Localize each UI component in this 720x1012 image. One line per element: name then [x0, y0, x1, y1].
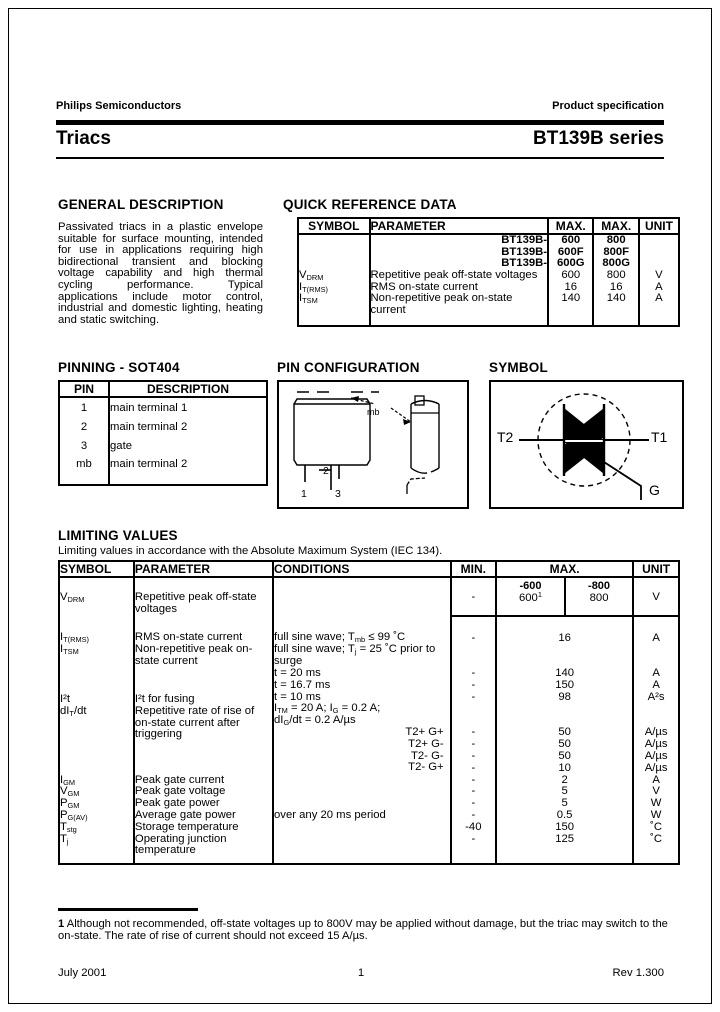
lv-parameter-gate-block: [134, 775, 273, 865]
lv-unit-q2: A/µs: [644, 738, 668, 751]
lv-quadrant-2: T2+ G-: [408, 737, 444, 750]
title-rule: [56, 157, 664, 159]
qref-symbol-itrms: $I_{T(RMS)}$: [299, 280, 329, 294]
pinning-table: [58, 380, 268, 486]
lv-max-pgav: 0.5: [556, 808, 573, 821]
qref-max2-itrms: 16: [593, 282, 638, 294]
lv-max-q2: 50: [558, 738, 571, 751]
lv-symbol-vdrm: $V_{DRM}$: [60, 591, 85, 604]
quick-reference-heading: QUICK REFERENCE DATA: [283, 197, 457, 212]
lv-max-q1: 50: [558, 726, 571, 739]
pinning-desc-3: gate: [109, 434, 267, 453]
lv-max-q3: 50: [558, 749, 571, 762]
lv-max-tj: 125: [555, 832, 575, 845]
table-row: [298, 270, 679, 282]
table-row: [59, 644, 679, 668]
quick-reference-table: [297, 217, 680, 327]
lv-max-itsm-spacer: [496, 644, 633, 668]
table-row: [59, 415, 267, 434]
lv-min-t20: -: [471, 666, 476, 679]
pin-configuration-label-mb: mb: [367, 407, 380, 417]
lv-max-800-cell: [565, 577, 633, 616]
lv-unit-tj: ˚C: [650, 832, 663, 845]
lv-unit-gate-block: [633, 775, 679, 865]
qref-type-label-2: BT139B-: [370, 247, 549, 259]
lv-max-vdrm-600: $600^1$: [518, 590, 542, 604]
table-row: [298, 234, 679, 247]
lv-unit-q3: A/µs: [644, 749, 668, 762]
lv-max-sub-600: -600: [519, 580, 542, 592]
lv-symbol-itsm: $I_{TSM}$: [60, 643, 79, 657]
lv-min-itsm-spacer: [451, 644, 496, 668]
qref-max1-itsm: 140: [548, 293, 593, 326]
lv-conditions-times: [273, 668, 451, 775]
document-header: [56, 100, 664, 114]
qref-parameter-itsm: Non-repetitive peak on-state current: [370, 293, 549, 326]
table-header-row: [298, 218, 679, 234]
lv-max-gate-block: [496, 775, 633, 865]
pin-configuration-label-1: 1: [301, 488, 307, 500]
lv-max-q4: 10: [558, 761, 571, 774]
lv-quadrant-4: T2- G+: [408, 761, 444, 774]
lv-min-igm: -: [471, 773, 476, 786]
lv-condition-itm: $I_{TM} = 20$ A; $I_G = 0.2$ A;: [274, 702, 381, 716]
lv-min-pgm: -: [471, 797, 476, 810]
limiting-values-heading: LIMITING VALUES: [58, 528, 178, 543]
footer-page-number: 1: [357, 967, 365, 979]
lv-condition-digdt: $dI_G/dt = 0.2$ A/µs: [274, 714, 356, 728]
series-title: BT139B series: [533, 128, 664, 149]
lv-condition-t20: t = 20 ms: [274, 666, 321, 679]
lv-min-gate-block: [451, 775, 496, 865]
table-row: [59, 434, 267, 453]
qref-col-max2: MAX.: [593, 218, 638, 234]
lv-parameter-pgav: Average gate power: [134, 808, 236, 821]
qref-type-max2-3: 800G: [593, 258, 638, 270]
lv-min-vdrm: -: [451, 577, 496, 616]
pin-configuration-label-2: 2: [323, 465, 329, 477]
lv-unit-t20: A: [652, 666, 660, 679]
table-row: [59, 668, 679, 775]
lv-conditions-itrms: full sine wave; $T_{mb} \le 99$ ˚C: [273, 616, 451, 645]
lv-symbol-pgm: $P_{GM}$: [60, 797, 80, 811]
lv-symbol-tstg: $T_{stg}$: [60, 820, 77, 834]
pin-configuration-heading: PIN CONFIGURATION: [277, 360, 420, 375]
lv-conditions-vdrm: [273, 577, 451, 616]
qref-type-max1-2: 600F: [548, 247, 593, 259]
qref-max2-vdrm: 800: [593, 270, 638, 282]
lv-conditions-pgav: over any 20 ms period: [274, 808, 386, 821]
lv-max-tstg: 150: [555, 820, 575, 833]
lv-min-q2: -: [471, 738, 476, 751]
qref-unit-itrms: A: [639, 282, 679, 294]
lv-col-parameter: PARAMETER: [134, 561, 273, 577]
lv-max-vgm: 5: [561, 785, 568, 798]
symbol-label-t2: T2: [497, 429, 514, 445]
lv-unit-itrms: A: [633, 616, 679, 645]
general-description-body: Passivated triacs in a plastic envelope suitable for surface mounting, intended for use in applications requiring high bidirectional transient and blocking voltage capability and high thermal cycling performance. Typical applications include motor control, industrial and domestic lighting, heating and static switching.: [58, 221, 263, 326]
qref-max2-itsm: 140: [593, 293, 638, 326]
lv-min-q3: -: [471, 749, 476, 762]
product-family-title: Triacs: [56, 128, 111, 149]
header-rule: [56, 120, 664, 125]
lv-parameter-tj: Operating junction temperature: [134, 832, 227, 857]
lv-parameter-didt: Repetitive rate of rise of on-state current after triggering: [134, 704, 255, 741]
lv-symbol-gate-block: [59, 775, 134, 865]
qref-type-label-1: BT139B-: [370, 234, 549, 247]
qref-symbol-vdrm: $V_{DRM}$: [299, 268, 324, 282]
lv-min-pgav: -: [471, 808, 476, 821]
document-type: Product specification: [552, 100, 664, 112]
pinning-col-description: DESCRIPTION: [109, 381, 267, 397]
table-row: [59, 616, 679, 645]
lv-col-max: MAX.: [496, 561, 633, 577]
pinning-col-pin: PIN: [59, 381, 109, 397]
pinning-heading: PINNING - SOT404: [58, 360, 180, 375]
lv-min-tj: -: [471, 832, 476, 845]
lv-max-600-cell: [496, 577, 565, 616]
lv-max-t167: 150: [555, 678, 575, 691]
lv-parameter-i2t-didt: [134, 668, 273, 775]
table-row: [59, 775, 679, 865]
lv-parameter-itrms: RMS on-state current: [134, 616, 273, 645]
lv-parameter-tstg: Storage temperature: [134, 820, 239, 833]
lv-min-tstg: -40: [465, 820, 482, 833]
pinning-pin-2: 2: [80, 420, 88, 433]
lv-unit-q1: A/µs: [644, 726, 668, 739]
lv-quadrant-1: T2+ G+: [405, 725, 444, 738]
lv-unit-t167: A: [652, 678, 660, 691]
lv-min-itrms: -: [451, 616, 496, 645]
general-description-heading: GENERAL DESCRIPTION: [58, 197, 224, 212]
limiting-values-table: [58, 560, 680, 865]
lv-min-block: [451, 668, 496, 775]
lv-max-igm: 2: [561, 773, 568, 786]
lv-max-itrms: 16: [496, 616, 633, 645]
lv-symbol-i2t: [59, 668, 134, 775]
qref-parameter-vdrm: Repetitive peak off-state voltages: [370, 270, 549, 282]
qref-col-unit: UNIT: [639, 218, 679, 234]
lv-parameter-itsm: Non-repetitive peak on-state current: [134, 644, 273, 668]
lv-quadrant-3: T2- G-: [411, 749, 444, 762]
lv-min-q1: -: [471, 726, 476, 739]
lv-unit-t10: A²s: [647, 690, 665, 703]
lv-min-t10: -: [471, 690, 476, 703]
lv-symbol-vgm: $V_{GM}$: [60, 785, 80, 799]
footer-revision: Rev 1.300: [612, 967, 664, 979]
lv-symbol-didt: $dI_T/dt$: [60, 704, 87, 718]
pinning-pin-mb: mb: [76, 458, 92, 471]
qref-max1-vdrm: 600: [548, 270, 593, 282]
lv-condition-t167: t = 16.7 ms: [274, 678, 331, 691]
lv-max-vdrm-800: 800: [589, 592, 609, 604]
lv-parameter-vdrm: Repetitive peak off-state voltages: [134, 577, 273, 616]
qref-unit-itsm: A: [639, 293, 679, 326]
table-row: [59, 452, 267, 485]
qref-col-parameter: PARAMETER: [370, 218, 549, 234]
qref-col-max1: MAX.: [548, 218, 593, 234]
qref-col-symbol: SYMBOL: [298, 218, 370, 234]
pinning-desc-mb: main terminal 2: [109, 452, 267, 485]
footnote-rule: [58, 908, 198, 911]
lv-max-sub-800: -800: [588, 580, 611, 592]
table-header-row: [59, 381, 267, 397]
lv-min-t167: -: [471, 678, 476, 691]
pinning-pin-3: 3: [80, 439, 88, 452]
lv-symbol-igm: $I_{GM}$: [60, 773, 76, 787]
qref-symbol-itsm: $I_{TSM}$: [299, 292, 318, 306]
lv-symbol-i2t-text: I²t: [60, 692, 71, 705]
lv-min-vgm: -: [471, 785, 476, 798]
footnote-marker: 1: [58, 918, 65, 930]
lv-unit-block: [633, 668, 679, 775]
lv-unit-vdrm: V: [633, 577, 679, 616]
company-name: Philips Semiconductors: [56, 100, 182, 112]
lv-parameter-igm: Peak gate current: [134, 773, 225, 786]
lv-conditions-itsm: full sine wave; $T_j = 25$ ˚C prior to surge: [273, 644, 451, 668]
lv-symbol-pgav: $P_{G(AV)}$: [60, 808, 88, 822]
lv-condition-t10: t = 10 ms: [274, 690, 321, 703]
lv-unit-vgm: V: [652, 785, 660, 798]
qref-parameter-itrms: RMS on-state current: [370, 282, 549, 294]
lv-unit-pgav: W: [650, 808, 662, 821]
symbol-label-g: G: [649, 482, 660, 498]
qref-type-max1-3: 600G: [548, 258, 593, 270]
lv-min-q4: -: [471, 761, 476, 774]
footnote-text: Although not recommended, off-state voltages up to 800V may be applied without damage, but the triac may switch to the on-state. The rate of rise of current should not exceed 15 A/µs.: [58, 918, 668, 943]
lv-col-min: MIN.: [451, 561, 496, 577]
lv-col-conditions: CONDITIONS: [273, 561, 451, 577]
lv-unit-igm: A: [652, 773, 660, 786]
lv-parameter-pgm: Peak gate power: [134, 797, 220, 810]
package-outline-drawing: [279, 382, 463, 503]
pin-configuration-diagram: [277, 380, 469, 509]
qref-type-max2-2: 800F: [593, 247, 638, 259]
lv-max-t20: 140: [555, 666, 575, 679]
lv-col-symbol: SYMBOL: [59, 561, 134, 577]
table-row: [59, 577, 679, 616]
pinning-desc-2: main terminal 2: [109, 415, 267, 434]
pinning-desc-1: main terminal 1: [109, 397, 267, 415]
qref-max1-itrms: 16: [548, 282, 593, 294]
qref-type-symbol-spacer: [298, 234, 370, 270]
lv-parameter-vgm: Peak gate voltage: [134, 785, 226, 798]
symbol-label-t1: T1: [651, 429, 668, 445]
lv-symbol-tj: $T_j$: [60, 832, 69, 846]
lv-max-pgm: 5: [561, 797, 568, 810]
triac-symbol-diagram: [489, 380, 684, 509]
lv-symbol-itrms: $I_{T(RMS)}$: [60, 630, 90, 644]
lv-unit-pgm: W: [650, 797, 662, 810]
pinning-pin-1: 1: [80, 402, 88, 414]
table-row: [298, 293, 679, 326]
symbol-heading: SYMBOL: [489, 360, 548, 375]
footnote: [58, 918, 680, 943]
lv-col-unit: UNIT: [633, 561, 679, 577]
pin-configuration-label-3: 3: [335, 488, 341, 500]
footer-date: July 2001: [58, 967, 107, 979]
limiting-values-subtitle: Limiting values in accordance with the Absolute Maximum System (IEC 134).: [58, 545, 443, 557]
title-bar: [56, 128, 664, 152]
lv-unit-itsm-spacer: [633, 644, 679, 668]
lv-unit-tstg: ˚C: [650, 820, 663, 833]
lv-conditions-gate-block: [273, 775, 451, 865]
qref-unit-vdrm: V: [639, 270, 679, 282]
qref-type-unit-spacer: [639, 234, 679, 270]
lv-max-block: [496, 668, 633, 775]
page-footer: [58, 967, 664, 979]
table-row: [59, 397, 267, 415]
lv-parameter-i2t: I²t for fusing: [134, 692, 195, 705]
qref-type-max2-1: 800: [593, 234, 638, 247]
qref-type-label-3: BT139B-: [370, 258, 549, 270]
lv-unit-q4: A/µs: [644, 761, 668, 774]
lv-max-t10: 98: [558, 690, 571, 703]
table-header-row: [59, 561, 679, 577]
qref-type-max1-1: 600: [548, 234, 593, 247]
